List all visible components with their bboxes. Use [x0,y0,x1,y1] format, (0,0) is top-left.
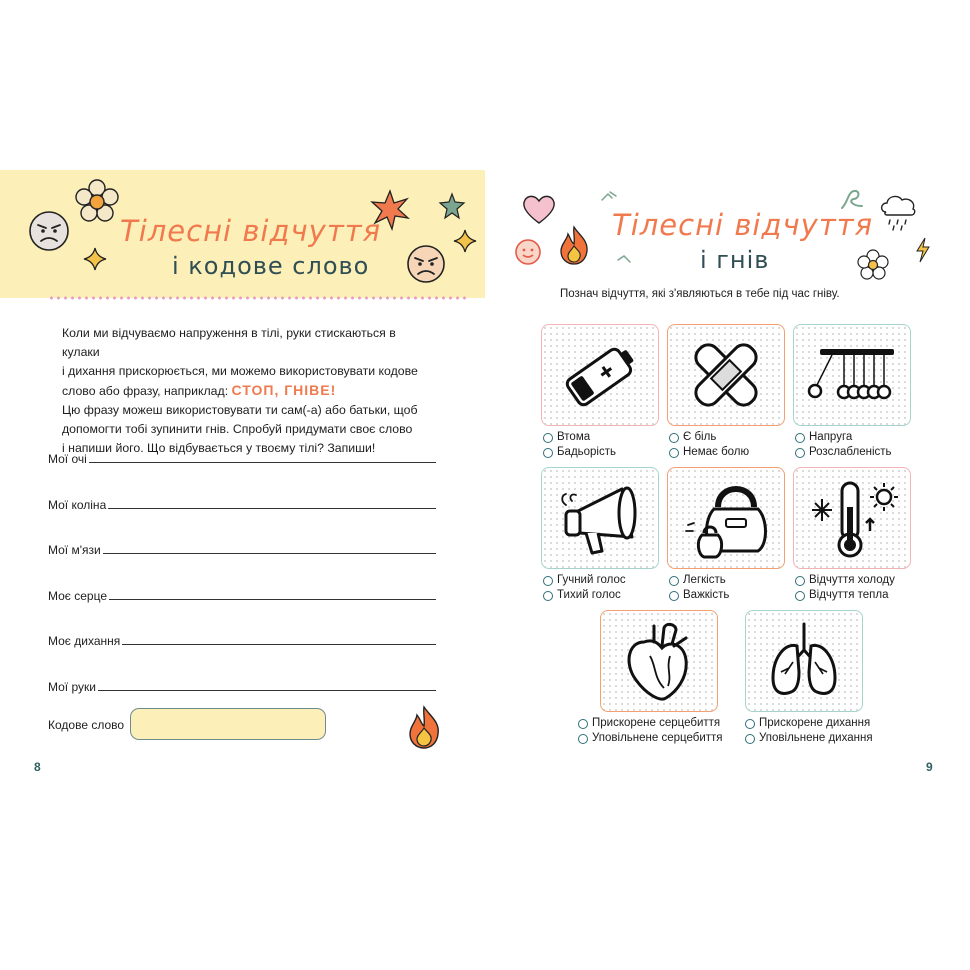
options-weight [669,573,729,603]
radio-button[interactable] [543,591,553,601]
radio-button[interactable] [795,576,805,586]
radio-button[interactable] [669,448,679,458]
intro-text: допомогти тобі зупинити гнів. Спробуй придумати своє слово [62,422,413,436]
answer-line[interactable] [108,507,436,509]
checkbox-option[interactable] [669,573,729,588]
radio-button[interactable] [543,448,553,458]
checkbox-option[interactable] [578,731,723,746]
bandage-icon [681,330,771,420]
sparkle-icon [82,246,108,272]
checkbox-option[interactable] [745,731,873,746]
checkbox-option[interactable] [795,588,895,603]
option-label: Важкість [683,589,730,601]
answer-line[interactable] [98,689,436,691]
newtons-cradle-icon [802,335,902,415]
page-number: 9 [926,760,933,774]
flower-icon [72,177,122,227]
options-breathing [745,716,873,746]
option-label: Гучний голос [557,574,626,586]
radio-button[interactable] [669,576,679,586]
radio-button[interactable] [795,591,805,601]
checkbox-option[interactable] [745,716,873,731]
option-label: Розслабленість [809,446,892,458]
option-label: Уповільнене серцебиття [592,732,723,744]
field-hands[interactable] [48,676,436,694]
smiley-icon [512,236,544,268]
code-word-label: Кодове слово [48,718,125,732]
checkbox-option[interactable] [543,573,626,588]
option-label: Немає болю [683,446,750,458]
answer-line[interactable] [109,598,436,600]
checkbox-option[interactable] [669,430,749,445]
intro-text: Цю фразу можеш використовувати ти сам(-а) або батьки, щоб [62,403,418,417]
field-label: Мої очі [48,452,87,466]
megaphone-icon [552,475,648,561]
option-label: Бадьорість [557,446,616,458]
checkbox-option[interactable] [669,588,729,603]
intro-paragraph [62,324,434,458]
field-heart[interactable] [48,585,436,603]
lungs-icon [759,616,849,706]
instruction-text: Познач відчуття, які з'являються в тебе під час гніву. [560,288,840,300]
intro-text: і дихання прискорюється, ми можемо використовувати кодове [62,364,418,378]
angry-face-icon [26,208,72,254]
radio-button[interactable] [795,433,805,443]
left-page-subtitle: і кодове слово [172,252,370,280]
dotted-divider [48,296,468,300]
angry-face-icon [404,242,448,286]
answer-line[interactable] [103,552,436,554]
checkbox-option[interactable] [578,716,723,731]
radio-button[interactable] [543,576,553,586]
kettlebell-icon [678,475,774,561]
card-bandage [667,324,785,426]
radio-button[interactable] [745,734,755,744]
radio-button[interactable] [669,433,679,443]
card-heart [600,610,718,712]
radio-button[interactable] [543,433,553,443]
radio-button[interactable] [578,734,588,744]
intro-text-part: слово або фразу, наприклад: [62,384,232,398]
field-label: Моє серце [48,589,108,603]
options-tension [795,430,892,460]
field-knees[interactable] [48,494,436,512]
answer-line[interactable] [122,643,436,645]
intro-text: Коли ми відчуваємо напруження в тілі, руки стискаються в кулаки [62,326,396,359]
thermometer-icon [802,475,902,561]
card-battery [541,324,659,426]
checkbox-option[interactable] [795,445,892,460]
lightning-icon [914,236,932,264]
option-label: Відчуття холоду [809,574,895,586]
option-label: Напруга [809,431,853,443]
option-label: Прискорене дихання [759,717,871,729]
options-voice [543,573,626,603]
option-label: Втома [557,431,591,443]
radio-button[interactable] [795,448,805,458]
checkbox-option[interactable] [795,430,892,445]
star-icon [438,192,466,220]
option-label: Легкість [683,574,726,586]
heart-icon [520,192,558,226]
field-eyes[interactable] [48,448,436,466]
option-label: Прискорене серцебиття [592,717,721,729]
options-pain [669,430,749,460]
option-label: Відчуття тепла [809,589,889,601]
field-muscles[interactable] [48,539,436,557]
card-newtons-cradle [793,324,911,426]
battery-icon [555,335,645,415]
field-label: Моє дихання [48,634,121,648]
option-label: Уповільнене дихання [759,732,873,744]
card-kettlebell [667,467,785,569]
sparkle-icon [600,190,620,204]
checkbox-option[interactable] [669,445,749,460]
rain-cloud-icon [876,188,922,234]
code-word-input[interactable] [130,708,326,740]
radio-button[interactable] [745,719,755,729]
checkbox-option[interactable] [543,430,616,445]
page-number: 8 [34,760,41,774]
card-lungs [745,610,863,712]
fire-icon [404,704,444,750]
sparkle-icon [616,254,634,266]
checkbox-option[interactable] [795,573,895,588]
flower-icon [856,248,890,282]
card-megaphone [541,467,659,569]
options-fatigue [543,430,616,460]
option-label: Тихий голос [557,589,621,601]
radio-button[interactable] [578,719,588,729]
radio-button[interactable] [669,591,679,601]
checkbox-option[interactable] [543,445,616,460]
intro-text: і напиши його. Що відбувається у твоєму тілі? Запиши! [62,441,376,455]
options-temperature [795,573,895,603]
checkbox-option[interactable] [543,588,626,603]
sparkle-icon [452,228,478,254]
right-page-title: Тілесні відчуття [612,208,874,242]
field-breathing[interactable] [48,630,436,648]
options-heartbeat [578,716,723,746]
field-label: Мої коліна [48,498,107,512]
answer-line[interactable] [89,461,436,463]
option-label: Є біль [683,431,717,443]
right-page-subtitle: і гнів [700,246,770,274]
field-label: Мої м'язи [48,543,101,557]
field-label: Мої руки [48,680,96,694]
fire-icon [556,224,592,266]
card-thermometer [793,467,911,569]
intro-text [62,381,434,401]
left-page-title: Тілесні відчуття [120,214,382,248]
heart-organ-icon [614,616,704,706]
stop-phrase: СТОП, ГНІВЕ! [231,382,337,398]
